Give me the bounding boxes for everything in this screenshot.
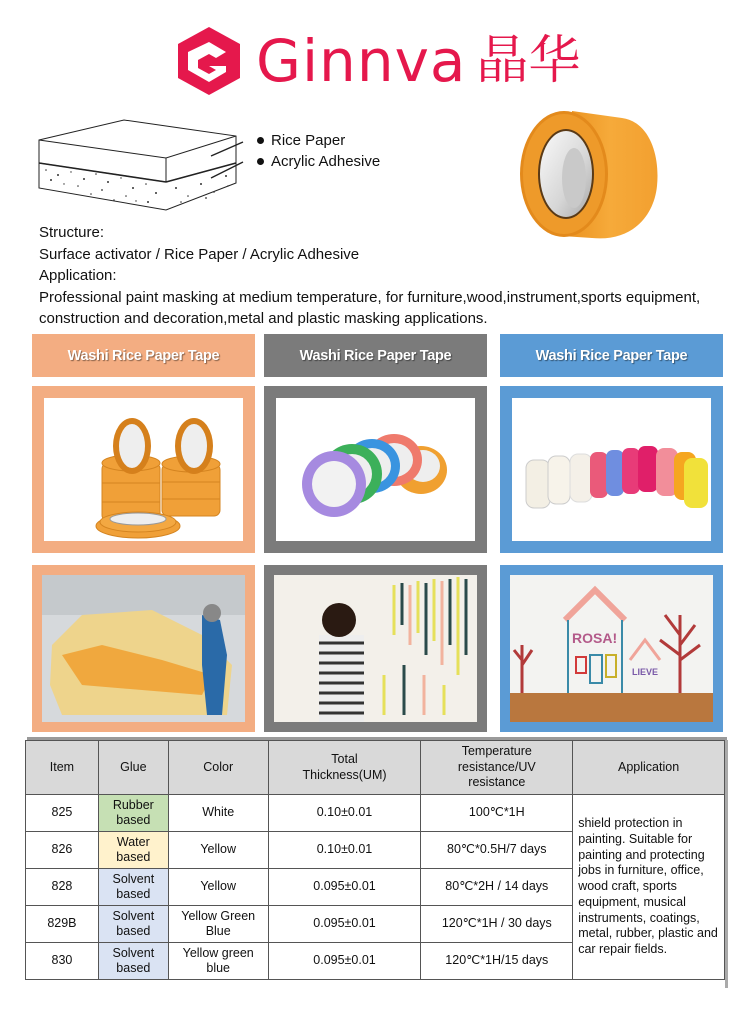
- cell-glue: Water based: [98, 832, 168, 869]
- cell-item: 829B: [26, 906, 99, 943]
- cell-thickness: 0.10±0.01: [268, 795, 421, 832]
- product-frame-colored-tapes: [264, 386, 487, 553]
- wall-art-word-rosa: ROSA!: [572, 630, 618, 646]
- application-frame-wall-art: [500, 565, 723, 732]
- category-header-blue: Washi Rice Paper Tape: [500, 334, 723, 377]
- application-label: Application:: [39, 267, 117, 284]
- tape-structure-diagram: [36, 118, 246, 213]
- cell-glue: Solvent based: [98, 906, 168, 943]
- structure-text: Surface activator / Rice Paper / Acrylic Adhesive: [39, 245, 360, 263]
- header-glue: Glue: [98, 741, 168, 795]
- washi-wall-art-photo: [510, 575, 713, 722]
- cell-glue: Solvent based: [98, 869, 168, 906]
- cell-item: 825: [26, 795, 99, 832]
- table-row: [26, 795, 725, 832]
- application-frame-wall-decor: [264, 565, 487, 732]
- spec-table: [25, 740, 725, 980]
- header-application: Application: [573, 741, 725, 795]
- layer-label-rice-paper: Rice Paper: [257, 132, 345, 149]
- cell-temperature: 120℃*1H / 30 days: [421, 906, 573, 943]
- cell-color: Yellow green blue: [168, 943, 268, 980]
- cell-item: 826: [26, 832, 99, 869]
- washi-tapes-image: [512, 398, 711, 541]
- product-description: [39, 222, 729, 330]
- brand-chinese-name: 晶华: [476, 31, 581, 91]
- cell-glue: Solvent based: [98, 943, 168, 980]
- cell-color: Yellow: [168, 869, 268, 906]
- cell-temperature: 80℃*0.5H/7 days: [421, 832, 573, 869]
- application-frame-car-masking: [32, 565, 255, 732]
- cell-color: Yellow: [168, 832, 268, 869]
- bullet-dot-icon: [257, 137, 264, 144]
- header-color: Color: [168, 741, 268, 795]
- table-right-border: [725, 740, 728, 988]
- cell-color: Yellow Green Blue: [168, 906, 268, 943]
- application-text-line2: construction and decoration,metal and plastic masking applications.: [39, 310, 488, 327]
- stacked-orange-tapes-image: [44, 398, 243, 541]
- product-frame-washi-tapes: [500, 386, 723, 553]
- cell-thickness: 0.095±0.01: [268, 943, 421, 980]
- structure-label: Structure:: [39, 224, 105, 241]
- layer-label-acrylic-adhesive: Acrylic Adhesive: [257, 153, 380, 170]
- ginnva-hexagon-logo-icon: [176, 25, 242, 97]
- cell-temperature: 100℃*1H: [421, 795, 573, 832]
- wall-decorating-photo: [274, 575, 477, 722]
- product-frame-orange-tapes: [32, 386, 255, 553]
- cell-thickness: 0.095±0.01: [268, 869, 421, 906]
- brand-logo: [176, 26, 580, 96]
- header-item: Item: [26, 741, 99, 795]
- cell-color: White: [168, 795, 268, 832]
- wall-art-word-lieve: LIEVE: [632, 667, 659, 677]
- cell-thickness: 0.095±0.01: [268, 906, 421, 943]
- car-masking-photo: [42, 575, 245, 722]
- header-temperature: Temperature resistance/UV resistance: [421, 741, 573, 795]
- category-header-orange: Washi Rice Paper Tape: [32, 334, 255, 377]
- bullet-dot-icon: [257, 158, 264, 165]
- cell-item: 830: [26, 943, 99, 980]
- header-thickness: Total Thickness(UM): [268, 741, 421, 795]
- cell-temperature: 80℃*2H / 14 days: [421, 869, 573, 906]
- colorful-tapes-image: [276, 398, 475, 541]
- cell-item: 828: [26, 869, 99, 906]
- cell-glue: Rubber based: [98, 795, 168, 832]
- cell-temperature: 120℃*1H/15 days: [421, 943, 573, 980]
- brand-name: Ginnva: [256, 27, 467, 95]
- cell-application: shield protection in painting. Suitable for painting and protecting jobs in furniture, office, wood craft, sports equipment, musical instruments, coatings, metal, rubber, plastic and car repair fields.: [573, 795, 725, 980]
- table-header-row: [26, 741, 725, 795]
- application-text-line1: Professional paint masking at medium temperature, for furniture,wood,instrument,sports equipment,: [39, 288, 701, 306]
- category-header-gray: Washi Rice Paper Tape: [264, 334, 487, 377]
- cell-thickness: 0.10±0.01: [268, 832, 421, 869]
